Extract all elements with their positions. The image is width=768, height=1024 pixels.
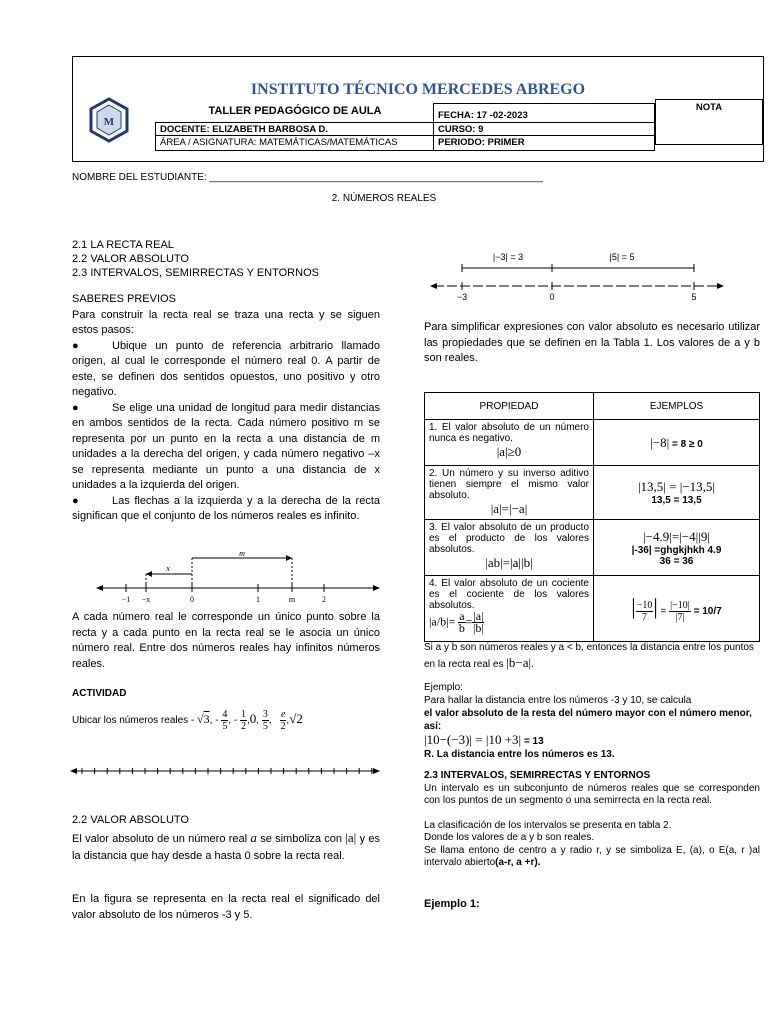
simplify-paragraph: Para simplificar expresiones con valor absoluto es necesario utilizar las propiedades que se definen en la Tabla 1. Los valores de a y b son reales. <box>424 321 760 364</box>
fig1-label-m: m <box>288 595 296 604</box>
bullet-3: ● Las flechas a la izquierda y a la derecha de la recta significan que el conjunto de los números reales es infinito. <box>72 494 380 522</box>
table-row: 2. Un número y su inverso aditivo tienen siempre el mismo valor absoluto. |a|=|−a| |13,5| = |−13,5| 13,5 = 13,5 <box>425 466 760 520</box>
table-row: 3. El valor absoluto de un producto es el producto de los valores absolutos. |ab|=|a||b| |−4.9|=|−4||9| |-36| =ghgkjhkh 4.9 36 = 36 <box>425 520 760 576</box>
section-title: 2. NÚMEROS REALES <box>331 193 437 204</box>
valor-absoluto-figure-note: En la figura se representa en la recta real el significado del valor absoluto de los números -3 y 5. <box>72 893 380 921</box>
valor-absoluto-definition: El valor absoluto de un número real a se simboliza con |a| y es la distancia que hay desde a hasta 0 sobre la recta real. <box>72 830 380 862</box>
intervalos-table-note: La clasificación de los intervalos se presenta en tabla 2. <box>424 819 672 831</box>
table-head-prop: PROPIEDAD <box>425 393 594 420</box>
school-logo <box>89 97 129 143</box>
bullet-2: ● Se elige una unidad de longitud para medir distancias en ambos sentidos de la recta. Cada número positivo m se representa por un punto en la recta a una distancia de m unidades a la derecha del origen, y cada número negativo –x se representa mediante un punto a una distancia de x unidades a la izquierda del origen. <box>72 401 380 491</box>
ejemplo-text: Para hallar la distancia entre los números -3 y 10, se calcula <box>424 695 692 706</box>
nota-cell: NOTA <box>655 99 763 145</box>
fig1-label-m-top: m <box>239 549 245 558</box>
curso-cell: CURSO: 9 <box>433 122 655 136</box>
fig1-label-2: 2 <box>322 595 326 604</box>
fig1-label-negx: −x <box>141 595 151 604</box>
ejemplo-title: Ejemplo: <box>424 682 463 693</box>
header-box <box>72 56 764 162</box>
fig1-label-0: 0 <box>190 595 194 604</box>
saberes-title: SABERES PREVIOS <box>72 293 176 305</box>
student-name-line: NOMBRE DEL ESTUDIANTE: ____________________________________________________________ <box>72 172 544 183</box>
institution-title: INSTITUTO TÉCNICO MERCEDES ABREGO <box>250 81 586 98</box>
valor-absoluto-title: 2.2 VALOR ABSOLUTO <box>72 814 189 826</box>
actividad-line: Ubicar los números reales - √3, - $\frac{4}{5}$ , - $\frac{1}{2}$ ,0, $\frac{3}{5}$ , $\frac{e}{2}$ ,√2 <box>72 708 303 732</box>
fig2-label-right: |5| = 5 <box>609 252 635 262</box>
ejemplo-formula: |10−(−3)| = |10 +3| = 13 <box>424 732 544 747</box>
table-row: 4. El valor absoluto de un cociente es el cociente de los valores absolutos. |a/b|= $\frac{a}{b}$ = $\frac{|a|}{|b|}$ | $\frac{-10}{7}$ | = $\frac{|-10|}{|7|}$ = 10/7 <box>425 576 760 642</box>
entorno-definition: Se llama entono de centro a y radio r, y se simboliza E, (a), o E(a, r )al intervalo abierto(a-r, a +r). <box>424 844 760 868</box>
correspondence-paragraph: A cada número real le corresponde un único punto sobre la recta y a cada punto en la recta real se le asocia un único número real. Entre dos números reales hay infinitos números reales. <box>72 611 380 670</box>
distance-note: Si a y b son números reales y a < b, entonces la distancia entre los puntos en la recta real es |b−a|. <box>424 642 754 670</box>
topic-1: 2.1 LA RECTA REAL <box>72 239 174 251</box>
topic-3: 2.3 INTERVALOS, SEMIRRECTAS Y ENTORNOS <box>72 267 319 279</box>
ejemplo-1-title: Ejemplo 1: <box>424 898 480 910</box>
absolute-value-figure <box>428 246 728 302</box>
intervalos-ab-note: Donde los valores de a y b son reales. <box>424 832 595 843</box>
actividad-title: ACTIVIDAD <box>72 688 127 699</box>
docente-cell: DOCENTE: ELIZABETH BARBOSA D. <box>155 122 434 136</box>
activity-number-line <box>70 764 382 778</box>
properties-table <box>424 392 760 642</box>
area-cell: ÁREA / ASIGNATURA: MATEMÁTICAS/MATEMÁTICAS <box>155 135 434 151</box>
fecha-cell: FECHA: 17 -02-2023 <box>433 103 655 123</box>
svg-text:M: M <box>103 116 115 128</box>
fig1-label-x: x <box>166 564 170 573</box>
fig2-tick-5: 5 <box>691 292 697 302</box>
ejemplo-bold: el valor absoluto de la resta del número mayor con el número menor, así: <box>424 708 752 732</box>
fig2-label-left: |−3| = 3 <box>492 252 524 262</box>
bullet-1: ● Ubique un punto de referencia arbitrario llamado origen, al cual le corresponde el número real 0. A partir de este, se definen dos sentidos opuestos, uno positivo y otro negativo. <box>72 339 380 398</box>
intervalos-definition: Un intervalo es un subconjunto de números reales que se corresponden con los puntos de un segmento o una semirrecta en la recta real. <box>424 782 760 806</box>
taller-title: TALLER PEDAGÓGICO DE AULA <box>208 105 382 117</box>
number-line-figure <box>96 548 386 604</box>
intervalos-title: 2.3 INTERVALOS, SEMIRRECTAS Y ENTORNOS <box>424 770 651 781</box>
topic-2: 2.2 VALOR ABSOLUTO <box>72 253 189 265</box>
saberes-intro: Para construir la recta real se traza una recta y se siguen estos pasos: <box>72 308 380 336</box>
table-head-ej: EJEMPLOS <box>594 393 760 420</box>
fig2-tick-0: 0 <box>549 292 555 302</box>
ejemplo-result: R. La distancia entre los números es 13. <box>424 749 615 760</box>
fig2-tick-neg3: −3 <box>456 292 468 302</box>
periodo-cell: PERIODO: PRIMER <box>433 135 655 151</box>
table-row: 1. El valor absoluto de un número nunca es negativo. |a|≥0 |−8| = 8 ≥ 0 <box>425 420 760 466</box>
fig1-label-neg1: −1 <box>121 595 131 604</box>
fig1-label-1: 1 <box>256 595 260 604</box>
